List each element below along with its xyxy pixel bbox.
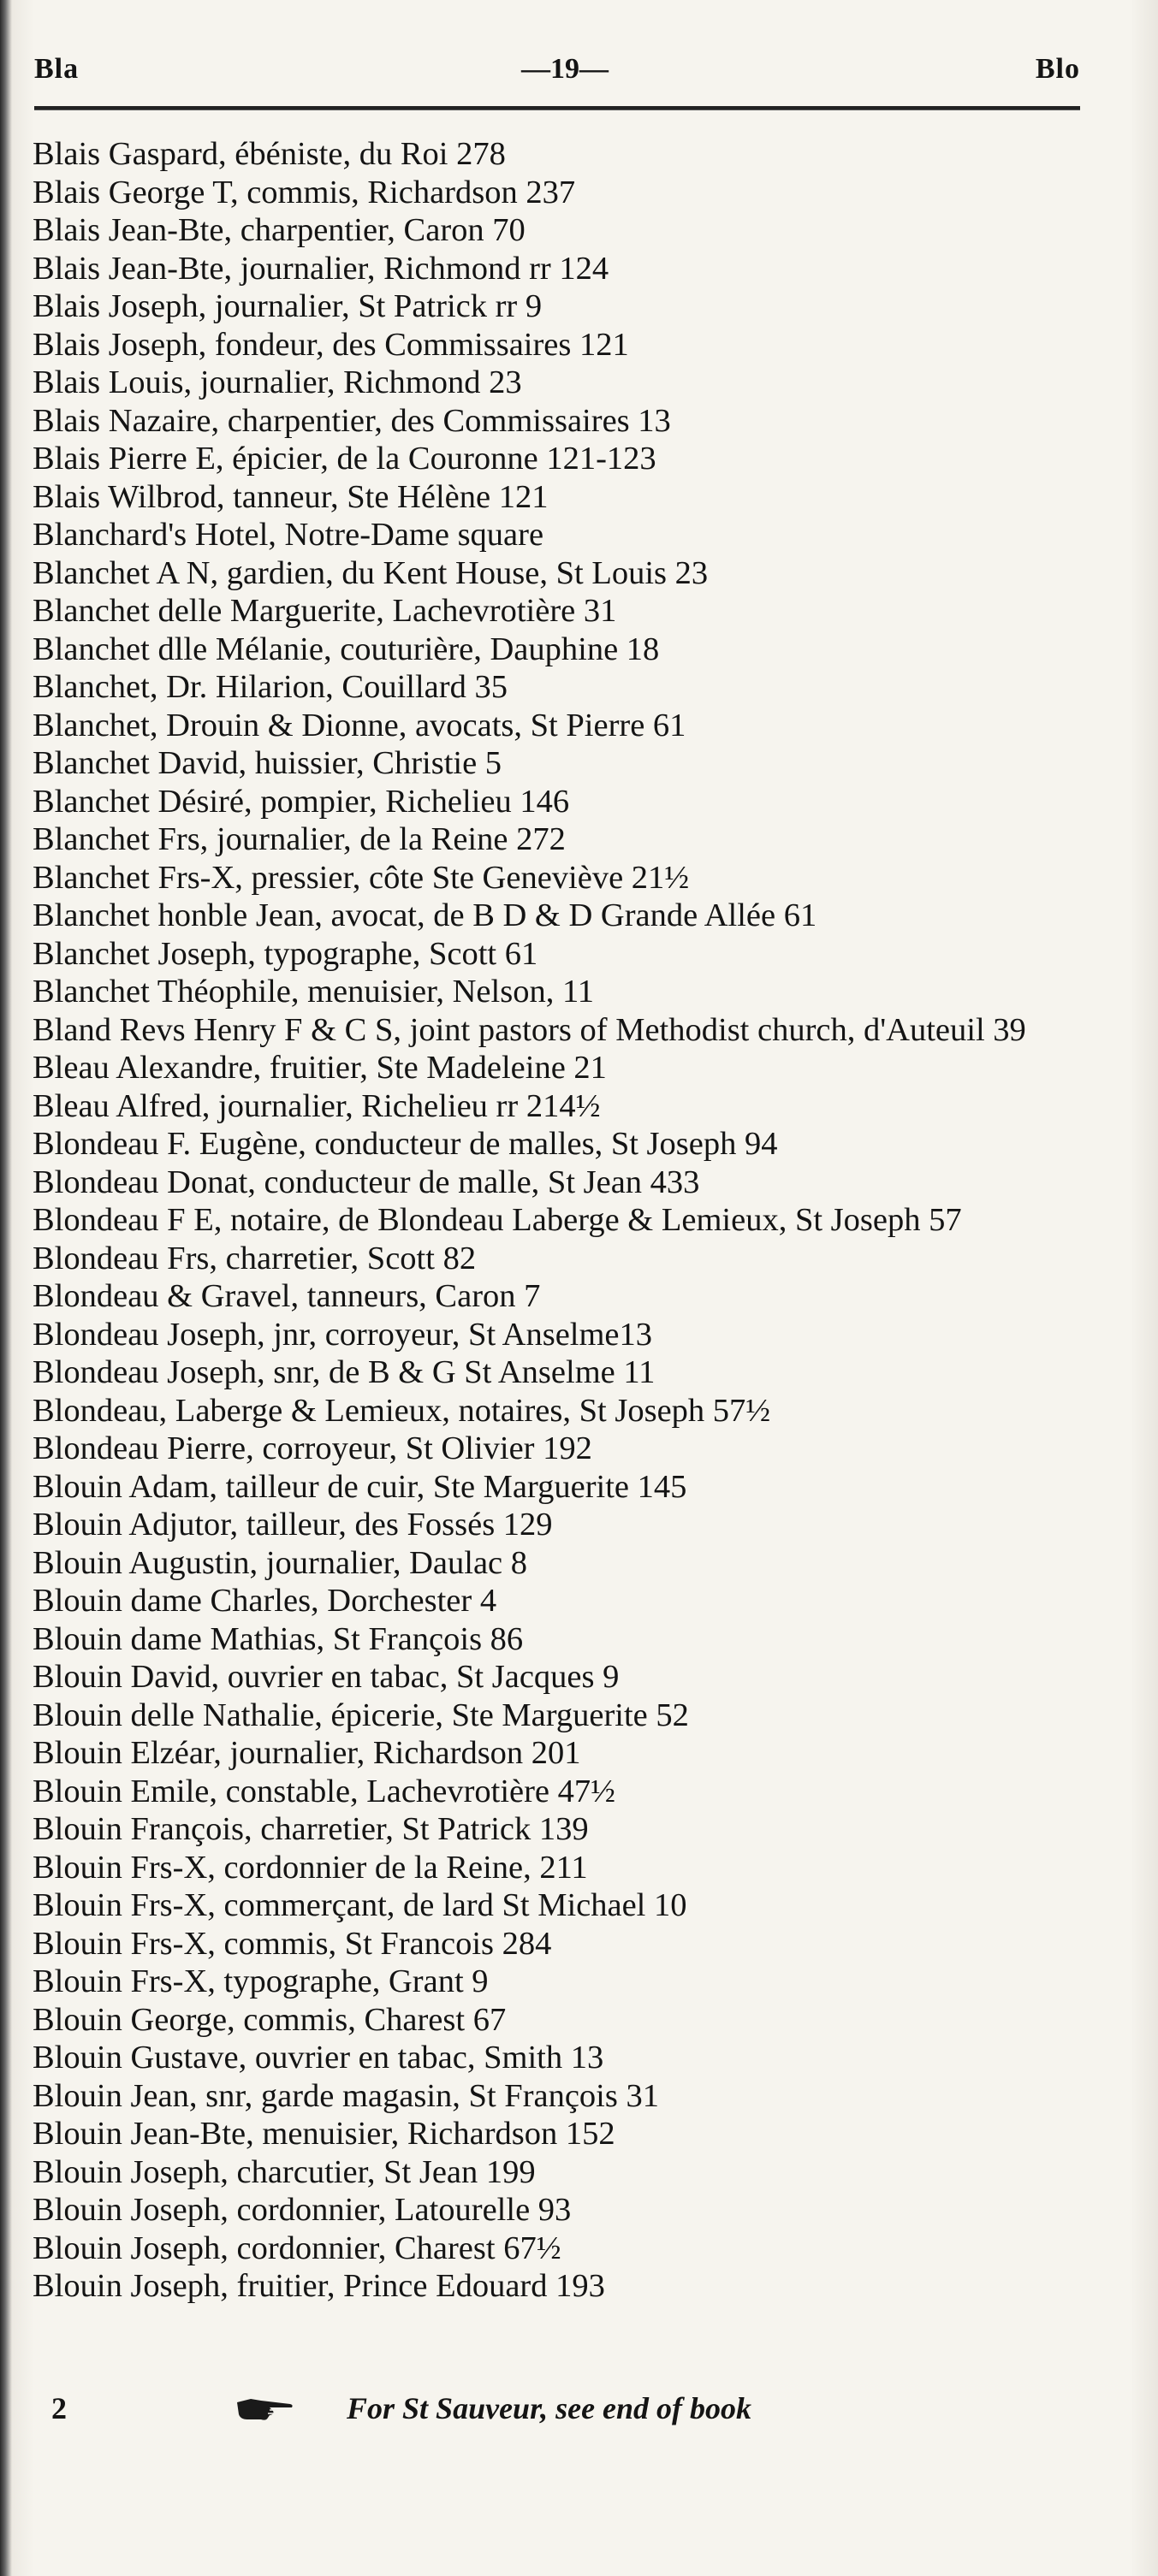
directory-entry: Blais Joseph, fondeur, des Commissaires 121 xyxy=(33,326,629,363)
directory-entry: Blouin dame Mathias, St François 86 xyxy=(33,1620,524,1657)
directory-entry: Blanchet David, huissier, Christie 5 xyxy=(33,745,502,781)
directory-entry: Blais Wilbrod, tanneur, Ste Hélène 121 xyxy=(33,478,549,515)
page-number-heading: —19— xyxy=(521,53,609,85)
directory-entry: Blondeau Donat, conducteur de malle, St Jean 433 xyxy=(33,1164,700,1200)
header-rule xyxy=(34,106,1080,110)
directory-entry: Blais Gaspard, ébéniste, du Roi 278 xyxy=(33,136,506,172)
directory-entry: Blais Jean-Bte, charpentier, Caron 70 xyxy=(33,212,526,248)
directory-entry: Blanchet Désiré, pompier, Richelieu 146 xyxy=(33,783,570,820)
directory-entry: Blondeau Joseph, snr, de B & G St Anselme 11 xyxy=(33,1354,656,1390)
directory-entry: Blais George T, commis, Richardson 237 xyxy=(33,174,576,210)
directory-entry: Blanchet Joseph, typographe, Scott 61 xyxy=(33,935,538,972)
directory-entry: Blanchet A N, gardien, du Kent House, St Louis 23 xyxy=(33,554,709,591)
directory-entry: Blouin François, charretier, St Patrick 139 xyxy=(33,1811,589,1847)
directory-entry: Blouin Elzéar, journalier, Richardson 201 xyxy=(33,1735,581,1771)
directory-entry: Blouin Joseph, charcutier, St Jean 199 xyxy=(33,2153,536,2190)
signature-mark: 2 xyxy=(51,2391,67,2425)
directory-entry: Blouin Frs-X, commerçant, de lard St Michael 10 xyxy=(33,1887,687,1923)
directory-entry: Blouin Adam, tailleur de cuir, Ste Marguerite 145 xyxy=(33,1468,687,1505)
directory-entry: Blouin Frs-X, typographe, Grant 9 xyxy=(33,1963,489,1999)
directory-entry: Blouin Gustave, ouvrier en tabac, Smith 13 xyxy=(33,2040,604,2076)
directory-entry: Blanchet, Dr. Hilarion, Couillard 35 xyxy=(33,669,508,705)
directory-entry: Blanchet honble Jean, avocat, de B D & D Grande Allée 61 xyxy=(33,897,817,933)
directory-entry: Blanchet delle Marguerite, Lachevrotière 31 xyxy=(33,593,617,629)
directory-entry: Blouin Frs-X, commis, St Francois 284 xyxy=(33,1925,552,1962)
page-footer xyxy=(51,2387,1078,2438)
directory-entry: Blouin Frs-X, cordonnier de la Reine, 211 xyxy=(33,1849,588,1886)
directory-entry: Blondeau Frs, charretier, Scott 82 xyxy=(33,1240,477,1276)
directory-entry: Blanchet Frs-X, pressier, côte Ste Geneviève 21½ xyxy=(33,859,690,896)
footnote-reference: For St Sauveur, see end of book xyxy=(347,2391,752,2425)
directory-entry: Blouin David, ouvrier en tabac, St Jacques 9 xyxy=(33,1659,620,1695)
directory-entry: Blanchet dlle Mélanie, couturière, Dauphine 18 xyxy=(33,631,660,667)
directory-entry: Blouin Augustin, journalier, Daulac 8 xyxy=(33,1544,528,1581)
directory-entry: Blouin Adjutor, tailleur, des Fossés 129 xyxy=(33,1507,553,1543)
directory-entry: Bland Revs Henry F & C S, joint pastors of Methodist church, d'Auteuil 39 xyxy=(33,1011,1026,1048)
header-left-guide: Bla xyxy=(34,53,80,85)
directory-entry: Blais Joseph, journalier, St Patrick rr 9 xyxy=(33,288,543,324)
directory-entry: Blondeau, Laberge & Lemieux, notaires, St Joseph 57½ xyxy=(33,1392,771,1429)
directory-entries xyxy=(33,135,1094,2306)
directory-entry: Blais Pierre E, épicier, de la Couronne 121-123 xyxy=(33,441,656,477)
directory-entry: Blouin George, commis, Charest 67 xyxy=(33,2001,507,2038)
directory-entry: Blondeau F E, notaire, de Blondeau Laberge & Lemieux, St Joseph 57 xyxy=(33,1202,962,1238)
directory-entry: Blouin Joseph, cordonnier, Charest 67½ xyxy=(33,2230,561,2266)
directory-entry: Blouin Jean, snr, garde magasin, St François 31 xyxy=(33,2077,659,2114)
directory-entry: Blouin Emile, constable, Lachevrotière 47½ xyxy=(33,1773,616,1809)
directory-entry: Bleau Alfred, journalier, Richelieu rr 214½ xyxy=(33,1087,601,1124)
header-right-guide: Blo xyxy=(1035,53,1080,85)
directory-entry: Blais Louis, journalier, Richmond 23 xyxy=(33,364,522,400)
directory-entry: Blanchet Frs, journalier, de la Reine 272 xyxy=(33,821,566,857)
directory-entry: Blondeau Joseph, jnr, corroyeur, St Anselme13 xyxy=(33,1316,653,1353)
pointing-hand-icon xyxy=(235,2394,295,2423)
directory-entry: Bleau Alexandre, fruitier, Ste Madeleine 21 xyxy=(33,1050,607,1086)
directory-entry: Blouin delle Nathalie, épicerie, Ste Marguerite 52 xyxy=(33,1697,689,1733)
directory-entry: Blouin Joseph, fruitier, Prince Edouard 193 xyxy=(33,2268,605,2304)
directory-entry: Blanchet Théophile, menuisier, Nelson, 11 xyxy=(33,974,595,1010)
directory-entry: Blondeau Pierre, corroyeur, St Olivier 192 xyxy=(33,1430,592,1466)
page-header xyxy=(34,53,1080,87)
directory-entry: Blouin Jean-Bte, menuisier, Richardson 152 xyxy=(33,2116,615,2152)
directory-entry: Blondeau F. Eugène, conducteur de malles, St Joseph 94 xyxy=(33,1126,778,1162)
directory-entry: Blanchard's Hotel, Notre-Dame square xyxy=(33,517,544,553)
directory-entry: Blouin dame Charles, Dorchester 4 xyxy=(33,1583,497,1619)
directory-entry: Blondeau & Gravel, tanneurs, Caron 7 xyxy=(33,1278,541,1314)
directory-entry: Blanchet, Drouin & Dionne, avocats, St Pierre 61 xyxy=(33,707,686,743)
directory-entry: Blais Jean-Bte, journalier, Richmond rr 124 xyxy=(33,250,609,287)
directory-entry: Blais Nazaire, charpentier, des Commissaires 13 xyxy=(33,402,671,439)
directory-entry: Blouin Joseph, cordonnier, Latourelle 93 xyxy=(33,2192,572,2228)
